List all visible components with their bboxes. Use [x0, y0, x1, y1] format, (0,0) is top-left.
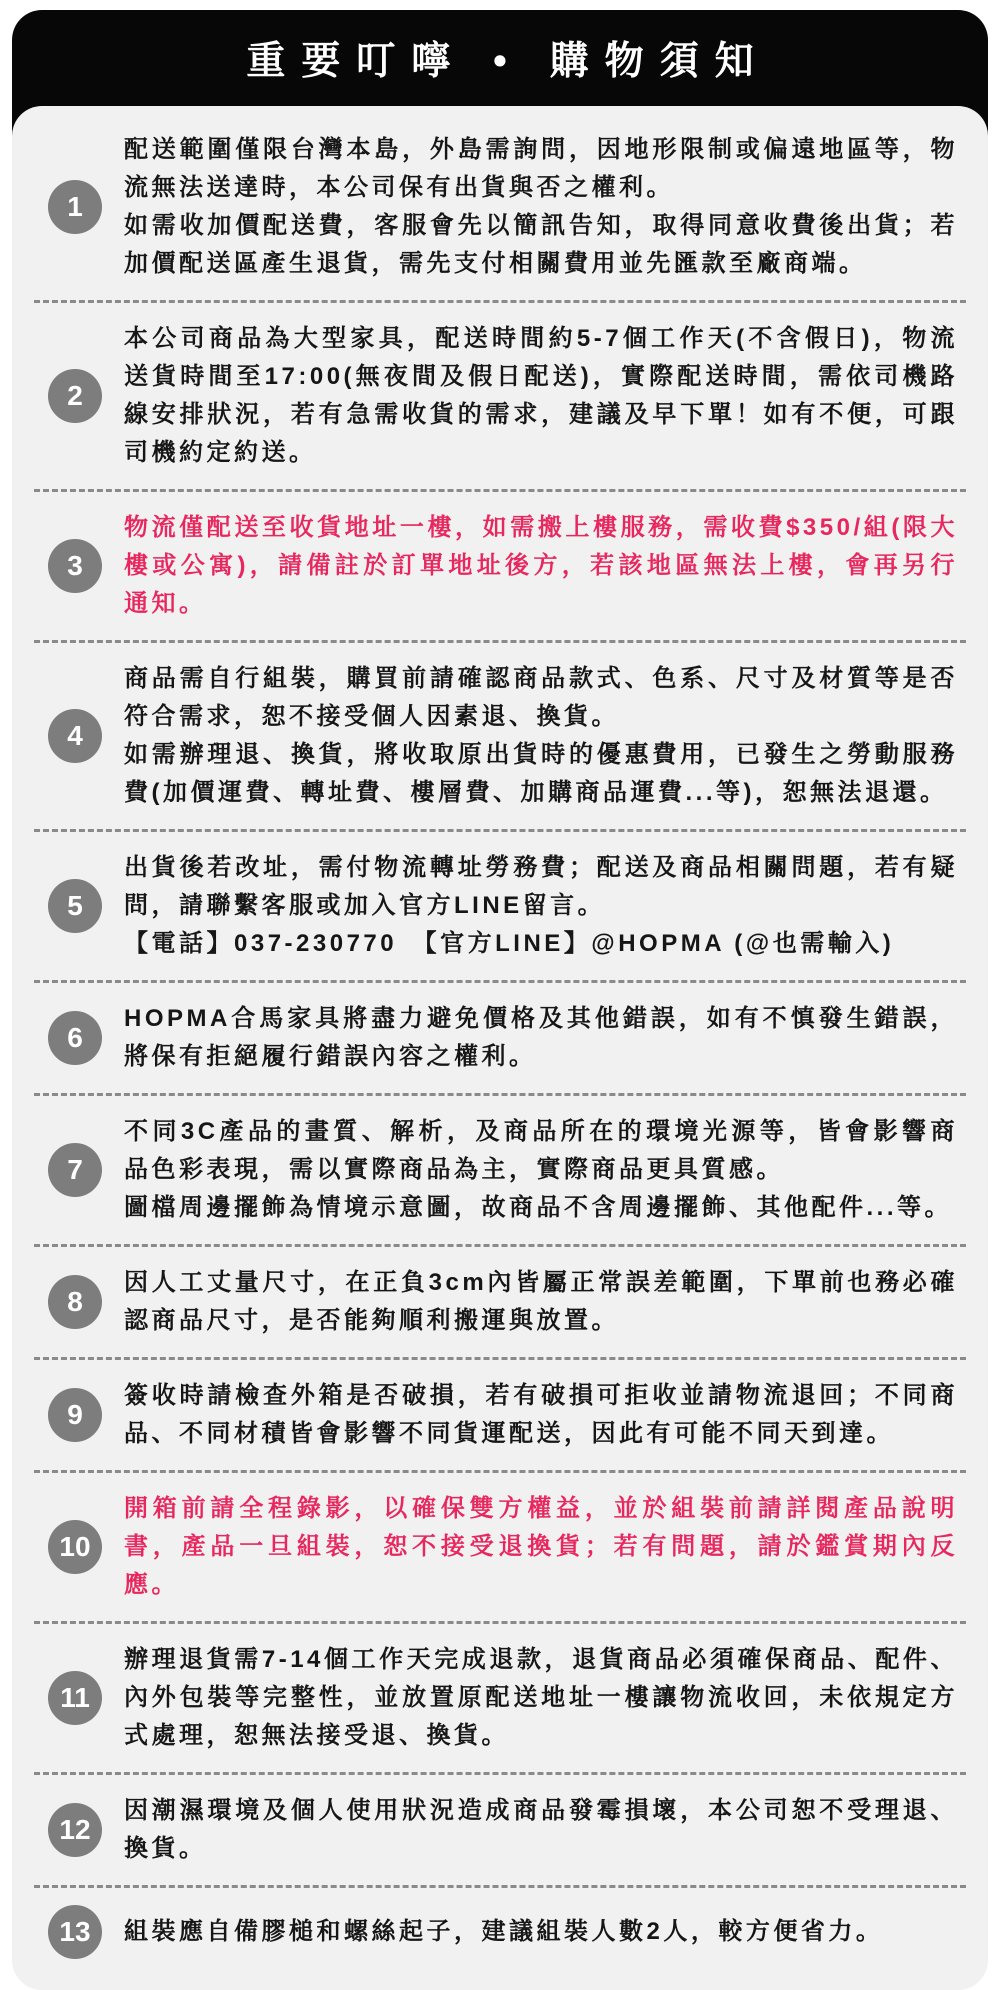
notice-number-badge: 5 — [48, 879, 102, 933]
notice-paragraph: HOPMA合馬家具將盡力避免價格及其他錯誤，如有不慎發生錯誤，將保有拒絕履行錯誤內容之權利。 — [124, 1005, 958, 1070]
notice-item — [34, 1621, 966, 1772]
page-title: 重要叮嚀 • 購物須知 — [246, 40, 770, 83]
notice-card — [12, 106, 988, 1990]
notice-text — [124, 1264, 958, 1340]
notice-number-badge: 7 — [48, 1143, 102, 1197]
notice-item — [34, 1885, 966, 1976]
notice-text — [124, 849, 958, 963]
notice-text — [124, 1792, 958, 1868]
notice-paragraph: 辦理退貨需7-14個工作天完成退款，退貨商品必須確保商品、配件、內外包裝等完整性，並放置原配送地址一樓讓物流收回，未依規定方式處理，恕無法接受退、換貨。 — [124, 1646, 958, 1749]
notice-item — [34, 1093, 966, 1244]
notice-paragraph: 商品需自行組裝，購買前請確認商品款式、色系、尺寸及材質等是否符合需求，恕不接受個人因素退、換貨。 — [124, 665, 958, 730]
notice-paragraph: 如需辦理退、換貨，將收取原出貨時的優惠費用，已發生之勞動服務費(加價運費、轉址費、樓層費、加購商品運費...等)，恕無法退還。 — [124, 741, 958, 806]
notice-item — [34, 829, 966, 980]
notice-number-badge: 6 — [48, 1011, 102, 1065]
notice-number-badge: 10 — [48, 1520, 102, 1574]
notice-paragraph: 本公司商品為大型家具，配送時間約5-7個工作天(不含假日)，物流送貨時間至17:00(無夜間及假日配送)，實際配送時間，需依司機路線安排狀況，若有急需收貨的需求，建議及早下單！如有不便，可跟司機約定約送。 — [124, 325, 958, 466]
notice-paragraph: 組裝應自備膠槌和螺絲起子，建議組裝人數2人，較方便省力。 — [124, 1918, 884, 1945]
notice-text — [124, 1377, 958, 1453]
notice-paragraph: 開箱前請全程錄影，以確保雙方權益，並於組裝前請詳閱產品說明書，產品一旦組裝，恕不接受退換貨；若有問題，請於鑑賞期內反應。 — [124, 1495, 958, 1598]
notice-text — [124, 131, 958, 283]
notice-text — [124, 320, 958, 472]
notice-text — [124, 1490, 958, 1604]
notice-paragraph: 不同3C產品的畫質、解析，及商品所在的環境光源等，皆會影響商品色彩表現，需以實際商品為主，實際商品更具質感。 — [124, 1118, 958, 1183]
notice-item — [34, 114, 966, 300]
notice-number-badge: 12 — [48, 1803, 102, 1857]
notice-item — [34, 489, 966, 640]
notice-paragraph: 簽收時請檢查外箱是否破損，若有破損可拒收並請物流退回；不同商品、不同材積皆會影響不同貨運配送，因此有可能不同天到達。 — [124, 1382, 958, 1447]
notice-item — [34, 1357, 966, 1470]
notice-item — [34, 1244, 966, 1357]
notice-text — [124, 1641, 958, 1755]
notices-list — [12, 114, 988, 1976]
notice-number-badge: 9 — [48, 1388, 102, 1442]
notice-paragraph: 物流僅配送至收貨地址一樓，如需搬上樓服務，需收費$350/組(限大樓或公寓)，請備註於訂單地址後方，若該地區無法上樓，會再另行通知。 — [124, 514, 958, 617]
notice-paragraph: 【電話】037-230770 【官方LINE】@HOPMA (@也需輸入) — [124, 930, 895, 957]
notice-item — [34, 640, 966, 829]
notice-paragraph: 配送範圍僅限台灣本島，外島需詢問，因地形限制或偏遠地區等，物流無法送達時，本公司保有出貨與否之權利。 — [124, 136, 958, 201]
notice-item — [34, 300, 966, 489]
notice-text — [124, 1913, 958, 1951]
notice-paragraph: 出貨後若改址，需付物流轉址勞務費；配送及商品相關問題，若有疑問，請聯繫客服或加入官方LINE留言。 — [124, 854, 958, 919]
notice-text — [124, 1000, 958, 1076]
notice-text — [124, 509, 958, 623]
notice-paragraph: 因人工丈量尺寸，在正負3cm內皆屬正常誤差範圍，下單前也務必確認商品尺寸，是否能夠順利搬運與放置。 — [124, 1269, 958, 1334]
notice-item — [34, 980, 966, 1093]
notice-number-badge: 1 — [48, 180, 102, 234]
notice-number-badge: 4 — [48, 709, 102, 763]
notice-text — [124, 660, 958, 812]
notice-text — [124, 1113, 958, 1227]
notice-frame — [12, 10, 988, 1990]
notice-item — [34, 1772, 966, 1885]
notice-number-badge: 3 — [48, 539, 102, 593]
notice-paragraph: 因潮濕環境及個人使用狀況造成商品發霉損壞，本公司恕不受理退、換貨。 — [124, 1797, 958, 1862]
notice-number-badge: 11 — [48, 1671, 102, 1725]
notice-paragraph: 圖檔周邊擺飾為情境示意圖，故商品不含周邊擺飾、其他配件...等。 — [124, 1194, 953, 1221]
notice-item — [34, 1470, 966, 1621]
notice-number-badge: 2 — [48, 369, 102, 423]
notice-number-badge: 8 — [48, 1275, 102, 1329]
notice-paragraph: 如需收加價配送費，客服會先以簡訊告知，取得同意收費後出貨；若加價配送區產生退貨，需先支付相關費用並先匯款至廠商端。 — [124, 212, 958, 277]
notice-number-badge: 13 — [48, 1905, 102, 1959]
